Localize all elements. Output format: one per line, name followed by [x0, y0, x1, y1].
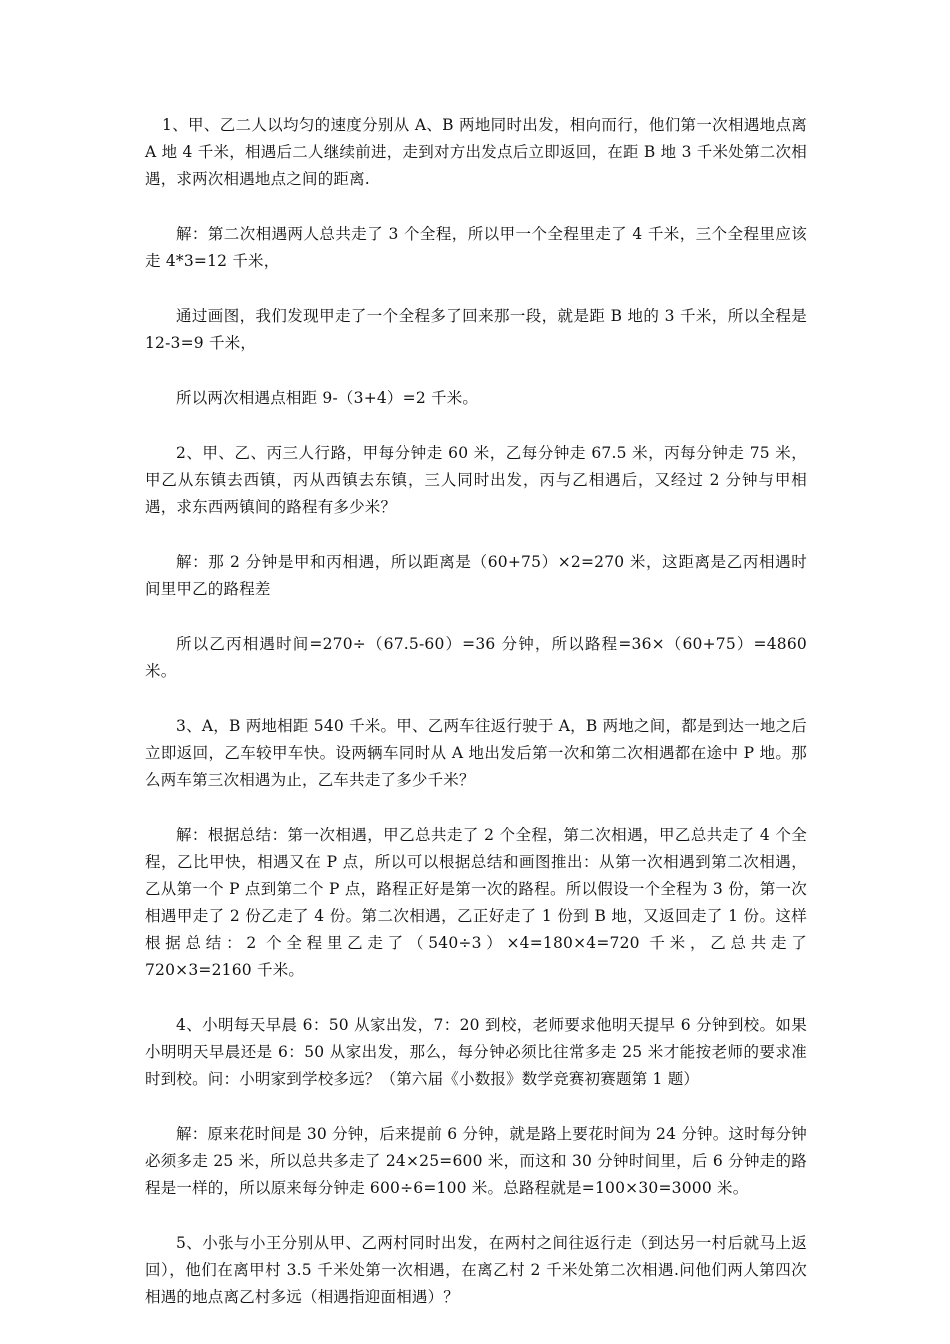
- solution-2-step-1: 解：那 2 分钟是甲和丙相遇，所以距离是（60+75）×2=270 米，这距离是乙丙相遇时间里甲乙的路程差: [145, 553, 807, 598]
- document-body: [145, 112, 807, 1339]
- problem-4: 4、小明每天早晨 6：50 从家出发，7：20 到校，老师要求他明天提早 6 分钟到校。如果小明明天早晨还是 6：50 从家出发，那么，每分钟必须比往常多走 25 米才能按老师的要求准时到校。问：小明家到学校多远？（第六届《小数报》数学竞赛初赛题第 1 题）: [145, 1016, 807, 1088]
- solution-1-step-2: 通过画图，我们发现甲走了一个全程多了回来那一段，就是距 B 地的 3 千米，所以全程是 12-3=9 千米，: [145, 307, 807, 352]
- problem-2: 2、甲、乙、丙三人行路，甲每分钟走 60 米，乙每分钟走 67.5 米，丙每分钟走 75 米，甲乙从东镇去西镇，丙从西镇去东镇，三人同时出发，丙与乙相遇后，又经过 2 分钟与甲相遇，求东西两镇间的路程有多少米？: [145, 444, 807, 516]
- problem-5: 5、小张与小王分别从甲、乙两村同时出发，在两村之间往返行走（到达另一村后就马上返回），他们在离甲村 3.5 千米处第一次相遇，在离乙村 2 千米处第二次相遇.问他们两人第四次相遇的地点离乙村多远（相遇指迎面相遇）？: [145, 1234, 807, 1306]
- solution-1-step-1: 解：第二次相遇两人总共走了 3 个全程，所以甲一个全程里走了 4 千米，三个全程里应该走 4*3=12 千米，: [145, 225, 807, 270]
- solution-3: 解：根据总结：第一次相遇，甲乙总共走了 2 个全程，第二次相遇，甲乙总共走了 4 个全程，乙比甲快，相遇又在 P 点，所以可以根据总结和画图推出：从第一次相遇到第二次相遇，乙从第一个 P 点到第二个 P 点，路程正好是第一次的路程。所以假设一个全程为 3 份，第一次相遇甲走了 2 份乙走了 4 份。第二次相遇，乙正好走了 1 份到 B 地，又返回走了 1 份。这样根据总结：2 个全程里乙走了（540÷3）×4=180×4=720 千米，乙总共走了 720×3=2160 千米。: [145, 826, 807, 979]
- problem-1: 1、甲、乙二人以均匀的速度分别从 A、B 两地同时出发，相向而行，他们第一次相遇地点离 A 地 4 千米，相遇后二人继续前进，走到对方出发点后立即返回，在距 B 地 3 千米处第二次相遇，求两次相遇地点之间的距离.: [145, 116, 807, 188]
- solution-2-step-2: 所以乙丙相遇时间=270÷（67.5-60）=36 分钟，所以路程=36×（60+75）=4860 米。: [145, 635, 807, 680]
- solution-1-step-3: 所以两次相遇点相距 9-（3+4）=2 千米。: [176, 389, 479, 407]
- problem-3: 3、A，B 两地相距 540 千米。甲、乙两车往返行驶于 A，B 两地之间，都是到达一地之后立即返回，乙车较甲车快。设两辆车同时从 A 地出发后第一次和第二次相遇都在途中 P 地。那么两车第三次相遇为止，乙车共走了多少千米？: [145, 717, 807, 789]
- solution-4: 解：原来花时间是 30 分钟，后来提前 6 分钟，就是路上要花时间为 24 分钟。这时每分钟必须多走 25 米，所以总共多走了 24×25=600 米，而这和 30 分钟时间里，后 6 分钟走的路程是一样的，所以原来每分钟走 600÷6=100 米。总路程就是=100×30=3000 米。: [145, 1125, 807, 1197]
